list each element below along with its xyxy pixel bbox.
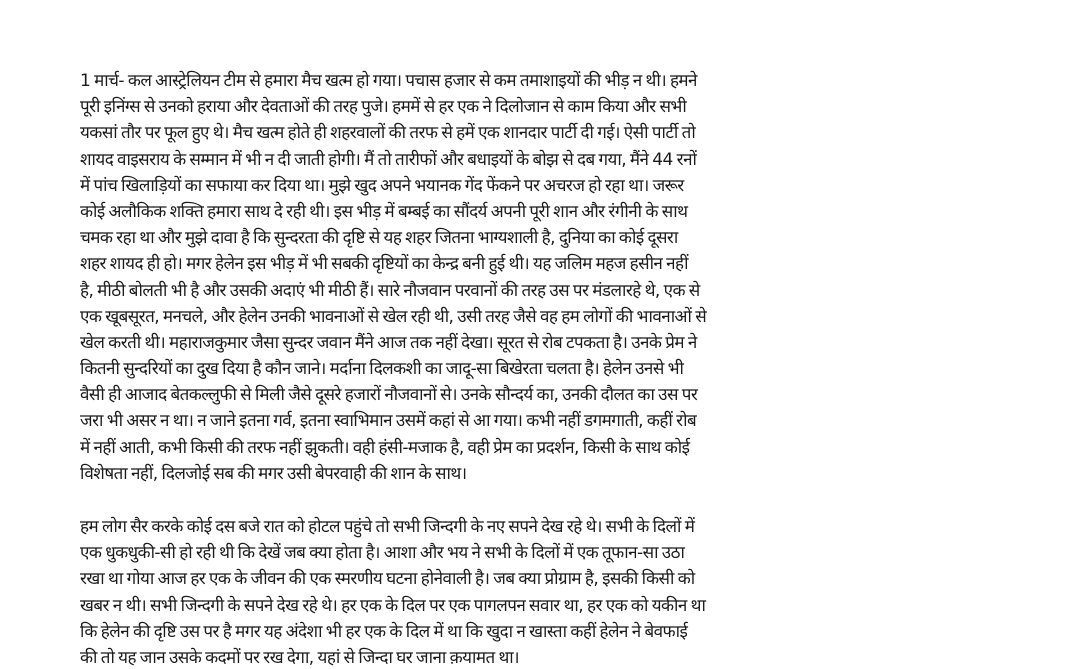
text-line: खेल करती थी। महाराजकुमार जैसा सुन्दर जवान मैंने आज तक नहीं देखा। सूरत से रोब टपकता है। उनके प्रेम ने (80, 332, 697, 353)
text-line: हम लोग सैर करके कोई दस बजे रात को होटल पहुंचे तो सभी जिन्दगी के नए सपने देख रहे थे। सभी के दिलों में (80, 517, 695, 537)
text-line: वैसी ही आजाद बेतकल्लुफी से मिली जैसे दूसरे हजारों नौजवानों से। उनके सौन्दर्य का, उनकी दौलत का उस पर (80, 385, 698, 406)
text-line: कि हेलेन की दृष्टि उस पर है मगर यह अंदेशा भी हर एक के दिल में था कि खुदा न खास्ता कहीं हेलेन ने बेवफाई (80, 621, 688, 642)
paragraph-diary-march-1 (80, 68, 850, 487)
text-line: पूरी इनिंग्स से उनको हराया और देवताओं की तरह पुजे। हममें से हर एक ने दिलोजान से काम किया और सभी (80, 97, 687, 118)
text-line: शहर शायद ही हो। मगर हेलेन इस भीड़ में भी सबकी दृष्टियों का केन्द्र बनी हुई थी। यह जलिम महज हसीन नहीं (80, 254, 688, 275)
text-line: खबर न थी। सभी जिन्दगी के सपने देख रहे थे। हर एक के दिल पर एक पागलपन सवार था, हर एक को यकीन था (80, 595, 706, 616)
text-line: एक धुकधुकी-सी हो रही थी कि देखें जब क्या होता है। आशा और भय ने सभी के दिलों में एक तूफान-सा उठा (80, 543, 685, 564)
text-line: चमक रहा था और मुझे दावा है कि सुन्दरता की दृष्टि से यह शहर जितना भाग्यशाली है, दुनिया का कोई दूसरा (80, 228, 678, 249)
text-line: कोई अलौकिक शक्ति हमारा साथ दे रही थी। इस भीड़ में बम्बई का सौंदर्य अपनी पूरी शान और रंगीनी के साथ (80, 201, 688, 222)
text-line: 1 मार्च- कल आस्ट्रेलियन टीम से हमारा मैच खत्म हो गया। पचास हजार से कम तमाशाइयों की भीड़ न थी। हमने (80, 71, 697, 91)
text-line: जरा भी असर न था। न जाने इतना गर्व, इतना स्वाभिमान उसमें कहां से आ गया। कभी नहीं डगमगाती, कहीं रोब (80, 411, 697, 432)
text-line: एक खूबसूरत, मनचले, और हेलेन उनकी भावनाओं से खेल रही थी, उसी तरह जैसे वह हम लोगों की भावनाओं से (80, 306, 707, 327)
text-line: है, मीठी बोलती भी है और उसकी अदाएं भी मीठी हैं। सारे नौजवान परवानों की तरह उस पर मंडलारहे थे, एक से (80, 280, 700, 301)
paragraph-hotel-night (80, 514, 850, 669)
text-line: यकसां तौर पर फूल हुए थे। मैच खत्म होते ही शहरवालों की तरफ से हमें एक शानदार पार्टी दी गई। ऐसी पार्टी तो (80, 123, 696, 144)
text-line: में नहीं आती, कभी किसी की तरफ नहीं झुकती। वही हंसी-मजाक है, वही प्रेम का प्रदर्शन, किसी के साथ कोई (80, 437, 690, 458)
text-line: की तो यह जान उसके कदमों पर रख देगा, यहां से जिन्दा घर जाना क़यामत था। (80, 647, 520, 668)
text-line: विशेषता नहीं, दिलजोई सब की मगर उसी बेपरवाही की शान के साथ। (80, 463, 467, 484)
text-line: कितनी सुन्दरियों का दुख दिया है कौन जाने। मर्दाना दिलकशी का जादू-सा बिखेरता चलता है। हेलेन उनसे भी (80, 359, 684, 380)
text-line: में पांच खिलाड़ियों का सफाया कर दिया था। मुझे खुद अपने भयानक गेंद फेंकने पर अचरज हो रहा था। जरूर (80, 175, 684, 196)
text-line: शायद वाइसराय के सम्मान में भी न दी जाती होगी। मैं तो तारीफों और बधाइयों के बोझ से दब गया, मैंने 44 रनों (80, 149, 697, 170)
text-line: रखा था गोया आज हर एक के जीवन की एक स्मरणीय घटना होनेवाली है। जब क्या प्रोग्राम है, इसकी किसी को (80, 569, 695, 590)
